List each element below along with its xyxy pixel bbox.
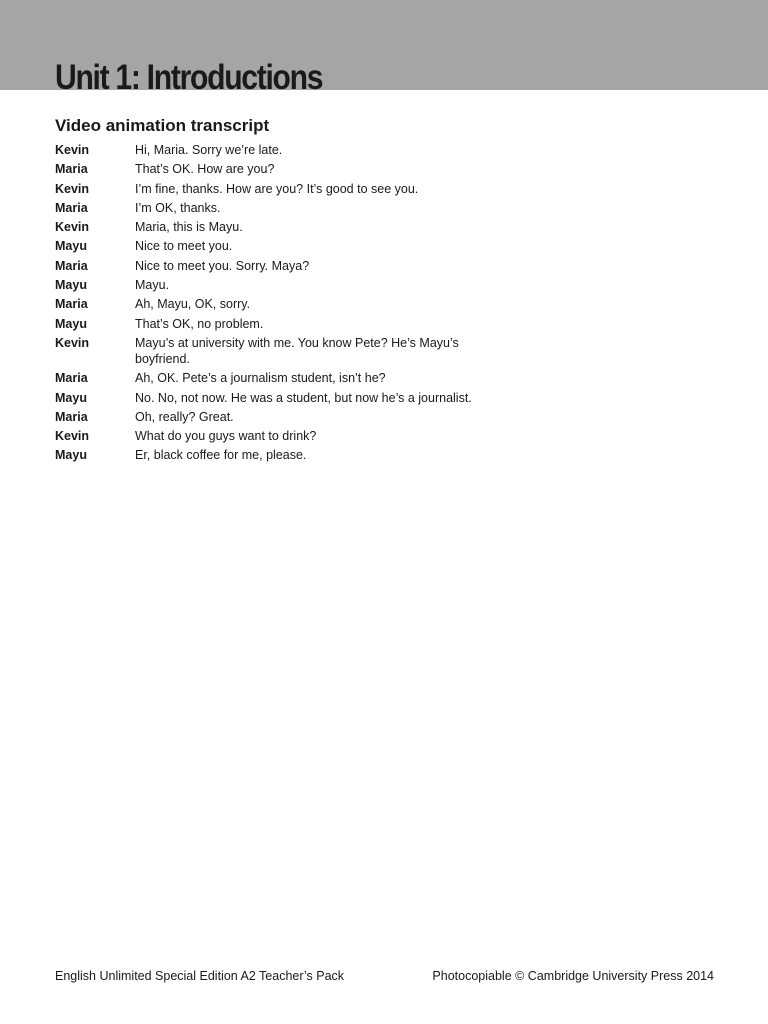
speaker-name: Maria — [55, 258, 88, 273]
speech-text: Hi, Maria. Sorry we’re late. — [135, 143, 283, 157]
speech-text: No. No, not now. He was a student, but now he’s a journalist. — [135, 390, 472, 405]
speaker-name: Mayu — [55, 239, 87, 254]
speech-text: Nice to meet you. Sorry. Maya? — [135, 258, 310, 273]
transcript-line — [55, 161, 515, 177]
speech-text: What do you guys want to drink? — [135, 429, 317, 444]
transcript-line — [55, 296, 515, 312]
speech-text: I’m OK, thanks. — [135, 200, 221, 215]
transcript-line — [55, 409, 515, 425]
transcript-line — [55, 238, 515, 254]
speech-text: Mayu’s at university with me. You know Pete? He’s Mayu’s boyfriend. — [135, 335, 459, 366]
transcript-line — [55, 200, 515, 216]
transcript-line — [55, 390, 515, 406]
speaker-name: Maria — [55, 297, 88, 312]
transcript-line — [55, 181, 515, 197]
speaker-name: Maria — [55, 409, 88, 424]
transcript-line — [55, 316, 515, 332]
speaker-name: Mayu — [55, 316, 87, 331]
transcript-line — [55, 335, 515, 367]
footer-book-title: English Unlimited Special Edition A2 Teacher’s Pack — [55, 969, 345, 983]
section-heading: Video animation transcript — [55, 116, 270, 135]
transcript — [55, 142, 515, 467]
page-title: Unit 1: Introductions — [55, 58, 323, 97]
speaker-name: Maria — [55, 371, 88, 386]
speaker-name: Mayu — [55, 390, 87, 405]
speech-text: Ah, OK. Pete’s a journalism student, isn’t he? — [135, 371, 386, 386]
speaker-name: Mayu — [55, 278, 87, 293]
speech-text: I’m fine, thanks. How are you? It’s good to see you. — [135, 181, 419, 196]
transcript-line — [55, 447, 515, 463]
speech-text: Nice to meet you. — [135, 239, 233, 254]
speaker-name: Kevin — [55, 429, 90, 444]
speech-text: Ah, Mayu, OK, sorry. — [135, 297, 251, 312]
transcript-line — [55, 142, 515, 158]
speaker-name: Maria — [55, 162, 88, 177]
speaker-name: Kevin — [55, 181, 90, 196]
speech-text: That’s OK, no problem. — [135, 316, 264, 331]
speaker-name: Kevin — [55, 335, 90, 350]
transcript-line — [55, 258, 515, 274]
speech-text: Er, black coffee for me, please. — [135, 448, 307, 463]
speech-text: Maria, this is Mayu. — [135, 220, 243, 235]
footer-copyright: Photocopiable © Cambridge University Press 2014 — [432, 969, 714, 983]
speaker-name: Mayu — [55, 448, 87, 463]
speech-text: Oh, really? Great. — [135, 409, 234, 424]
transcript-line — [55, 277, 515, 293]
transcript-line — [55, 428, 515, 444]
transcript-line — [55, 370, 515, 386]
speaker-name: Kevin — [55, 143, 90, 157]
speaker-name: Maria — [55, 200, 88, 215]
transcript-line — [55, 219, 515, 235]
speech-text: That’s OK. How are you? — [135, 162, 275, 177]
speech-text: Mayu. — [135, 278, 170, 293]
speaker-name: Kevin — [55, 220, 90, 235]
